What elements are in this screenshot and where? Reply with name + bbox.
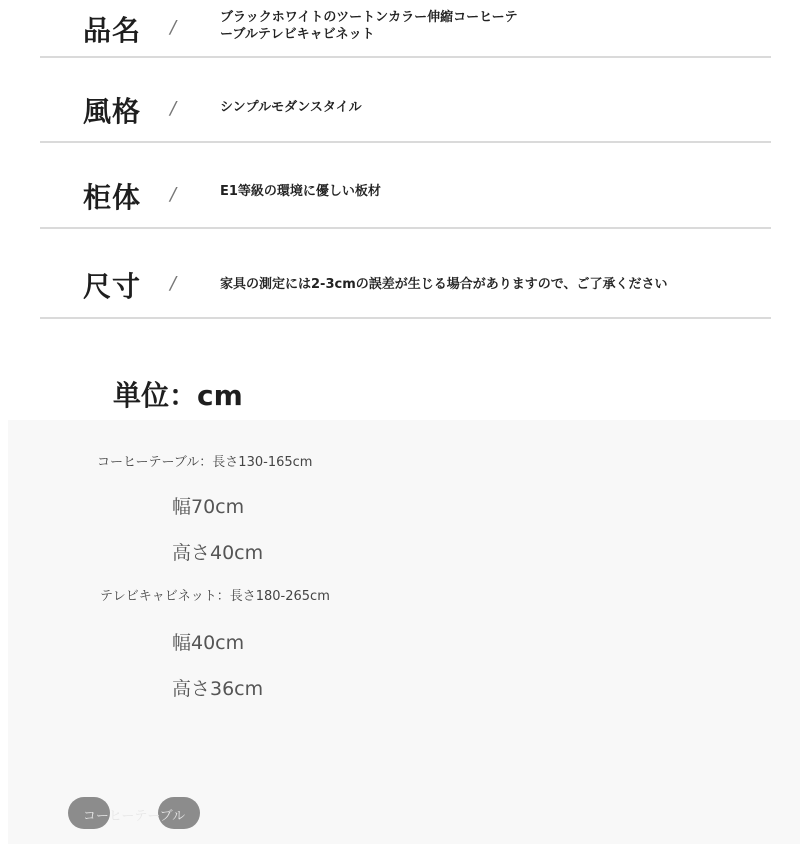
product-width: 幅40cm	[172, 632, 245, 654]
product-tag	[68, 797, 200, 829]
spec-label: 尺寸	[83, 270, 142, 303]
tag-label: コーヒーテーブル	[82, 809, 186, 824]
spec-value-line: E1等級の環境に優しい板材	[220, 184, 381, 199]
separator-slash: /	[170, 98, 177, 119]
product-heading: コーヒーテーブル：長さ130-165cm	[97, 455, 313, 470]
separator-slash: /	[170, 184, 177, 205]
unit-title: 単位：cm	[113, 379, 243, 412]
spec-value-line: 家具の測定には2-3cmの誤差が生じる場合がありますので、ご了承ください	[220, 277, 668, 292]
dimensions-panel	[8, 420, 800, 844]
spec-value	[220, 276, 760, 293]
spec-label: 風格	[83, 95, 142, 128]
spec-value	[220, 9, 760, 43]
product-heading: テレビキャビネット：長さ180-265cm	[100, 589, 330, 604]
spec-label: 品名	[83, 14, 142, 47]
row-divider	[40, 317, 771, 319]
spec-row-size	[40, 229, 771, 319]
spec-value	[220, 99, 760, 116]
spec-row-name	[40, 0, 771, 58]
product-height: 高さ40cm	[172, 542, 264, 564]
product-height: 高さ36cm	[172, 678, 264, 700]
spec-row-cabinet	[40, 143, 771, 229]
spec-value-line: シンプルモダンスタイル	[220, 100, 362, 115]
product-width: 幅70cm	[172, 496, 245, 518]
spec-value-line: ーブルテレビキャビネット	[220, 27, 375, 42]
separator-slash: /	[170, 273, 177, 294]
spec-row-style	[40, 58, 771, 143]
spec-value	[220, 183, 760, 200]
spec-value-line: ブラックホワイトのツートンカラー伸縮コーヒーテ	[220, 10, 518, 25]
separator-slash: /	[170, 17, 177, 38]
spec-label: 柜体	[83, 181, 142, 214]
